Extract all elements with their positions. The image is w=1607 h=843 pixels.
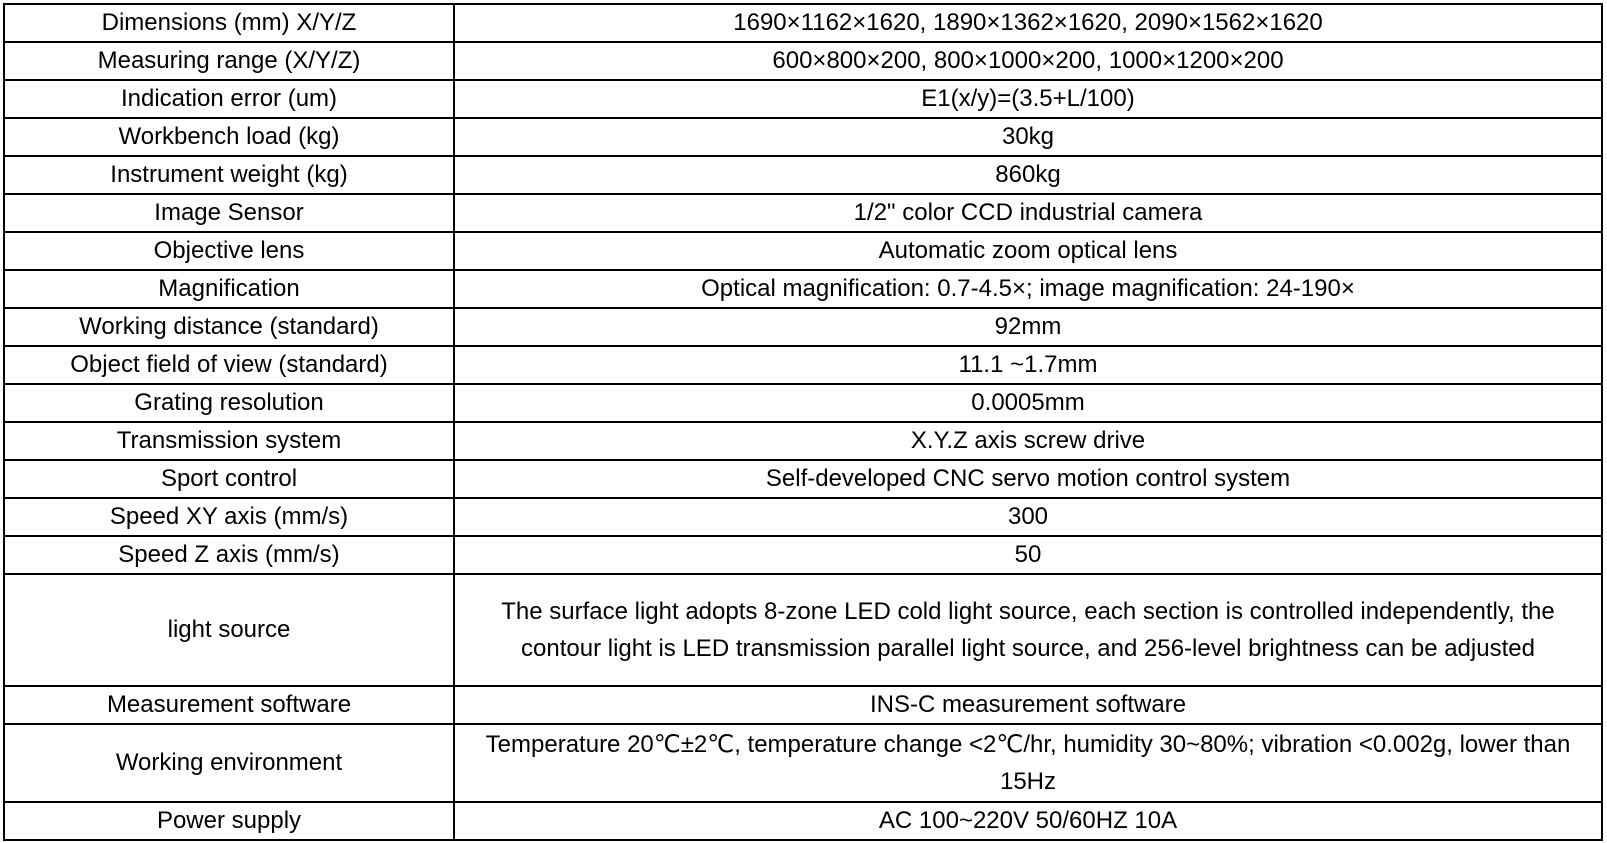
spec-label: Magnification (4, 270, 454, 308)
table-row-measuring-range (4, 42, 1602, 80)
spec-value: 300 (454, 498, 1602, 536)
spec-label: Dimensions (mm) X/Y/Z (4, 4, 454, 42)
spec-value: Self-developed CNC servo motion control system (454, 460, 1602, 498)
spec-label: Indication error (um) (4, 80, 454, 118)
spec-label: Grating resolution (4, 384, 454, 422)
spec-value: Optical magnification: 0.7-4.5×; image magnification: 24-190× (454, 270, 1602, 308)
spec-label: Working environment (4, 724, 454, 802)
table-row-image-sensor (4, 194, 1602, 232)
spec-value: 50 (454, 536, 1602, 574)
spec-value: 860kg (454, 156, 1602, 194)
table-row-indication-error (4, 80, 1602, 118)
table-row-objective-lens (4, 232, 1602, 270)
spec-label: Measuring range (X/Y/Z) (4, 42, 454, 80)
spec-label: Power supply (4, 802, 454, 840)
table-row-speed-xy-axis (4, 498, 1602, 536)
table-row-speed-z-axis (4, 536, 1602, 574)
spec-value: 0.0005mm (454, 384, 1602, 422)
spec-label: Objective lens (4, 232, 454, 270)
spec-value-text: The surface light adopts 8-zone LED cold light source, each section is controlled independently, the contour light is LED transmission parallel light source, and 256-level brightness can be adjusted (501, 598, 1555, 662)
spec-value (454, 574, 1602, 686)
table-row-working-distance (4, 308, 1602, 346)
spec-label: Speed Z axis (mm/s) (4, 536, 454, 574)
spec-value: AC 100~220V 50/60HZ 10A (454, 802, 1602, 840)
spec-label: Sport control (4, 460, 454, 498)
table-row-object-field-of-view (4, 346, 1602, 384)
table-row-measurement-software (4, 686, 1602, 724)
table-row-sport-control (4, 460, 1602, 498)
spec-label: Instrument weight (kg) (4, 156, 454, 194)
table-row-instrument-weight (4, 156, 1602, 194)
spec-label: Object field of view (standard) (4, 346, 454, 384)
spec-value: 600×800×200, 800×1000×200, 1000×1200×200 (454, 42, 1602, 80)
spec-label: light source (4, 574, 454, 686)
spec-value: 30kg (454, 118, 1602, 156)
spec-label: Image Sensor (4, 194, 454, 232)
spec-value: 1690×1162×1620, 1890×1362×1620, 2090×1562×1620 (454, 4, 1602, 42)
spec-label: Working distance (standard) (4, 308, 454, 346)
spec-value (454, 724, 1602, 802)
spec-label: Workbench load (kg) (4, 118, 454, 156)
table-row-workbench-load (4, 118, 1602, 156)
spec-value-text: Temperature 20℃±2℃, temperature change <2℃/hr, humidity 30~80%; vibration <0.002g, lower than 15Hz (485, 731, 1571, 795)
spec-value: 1/2" color CCD industrial camera (454, 194, 1602, 232)
table-row-working-environment (4, 724, 1602, 802)
table-row-dimensions (4, 4, 1602, 42)
spec-value: 92mm (454, 308, 1602, 346)
spec-label: Measurement software (4, 686, 454, 724)
spec-value: X.Y.Z axis screw drive (454, 422, 1602, 460)
table-row-power-supply (4, 802, 1602, 840)
table-row-light-source (4, 574, 1602, 686)
spec-value: INS-C measurement software (454, 686, 1602, 724)
table-row-grating-resolution (4, 384, 1602, 422)
specs-table (3, 3, 1603, 841)
spec-value: 11.1 ~1.7mm (454, 346, 1602, 384)
spec-label: Speed XY axis (mm/s) (4, 498, 454, 536)
table-row-magnification (4, 270, 1602, 308)
table-row-transmission-system (4, 422, 1602, 460)
spec-label: Transmission system (4, 422, 454, 460)
spec-value: E1(x/y)=(3.5+L/100) (454, 80, 1602, 118)
spec-value: Automatic zoom optical lens (454, 232, 1602, 270)
